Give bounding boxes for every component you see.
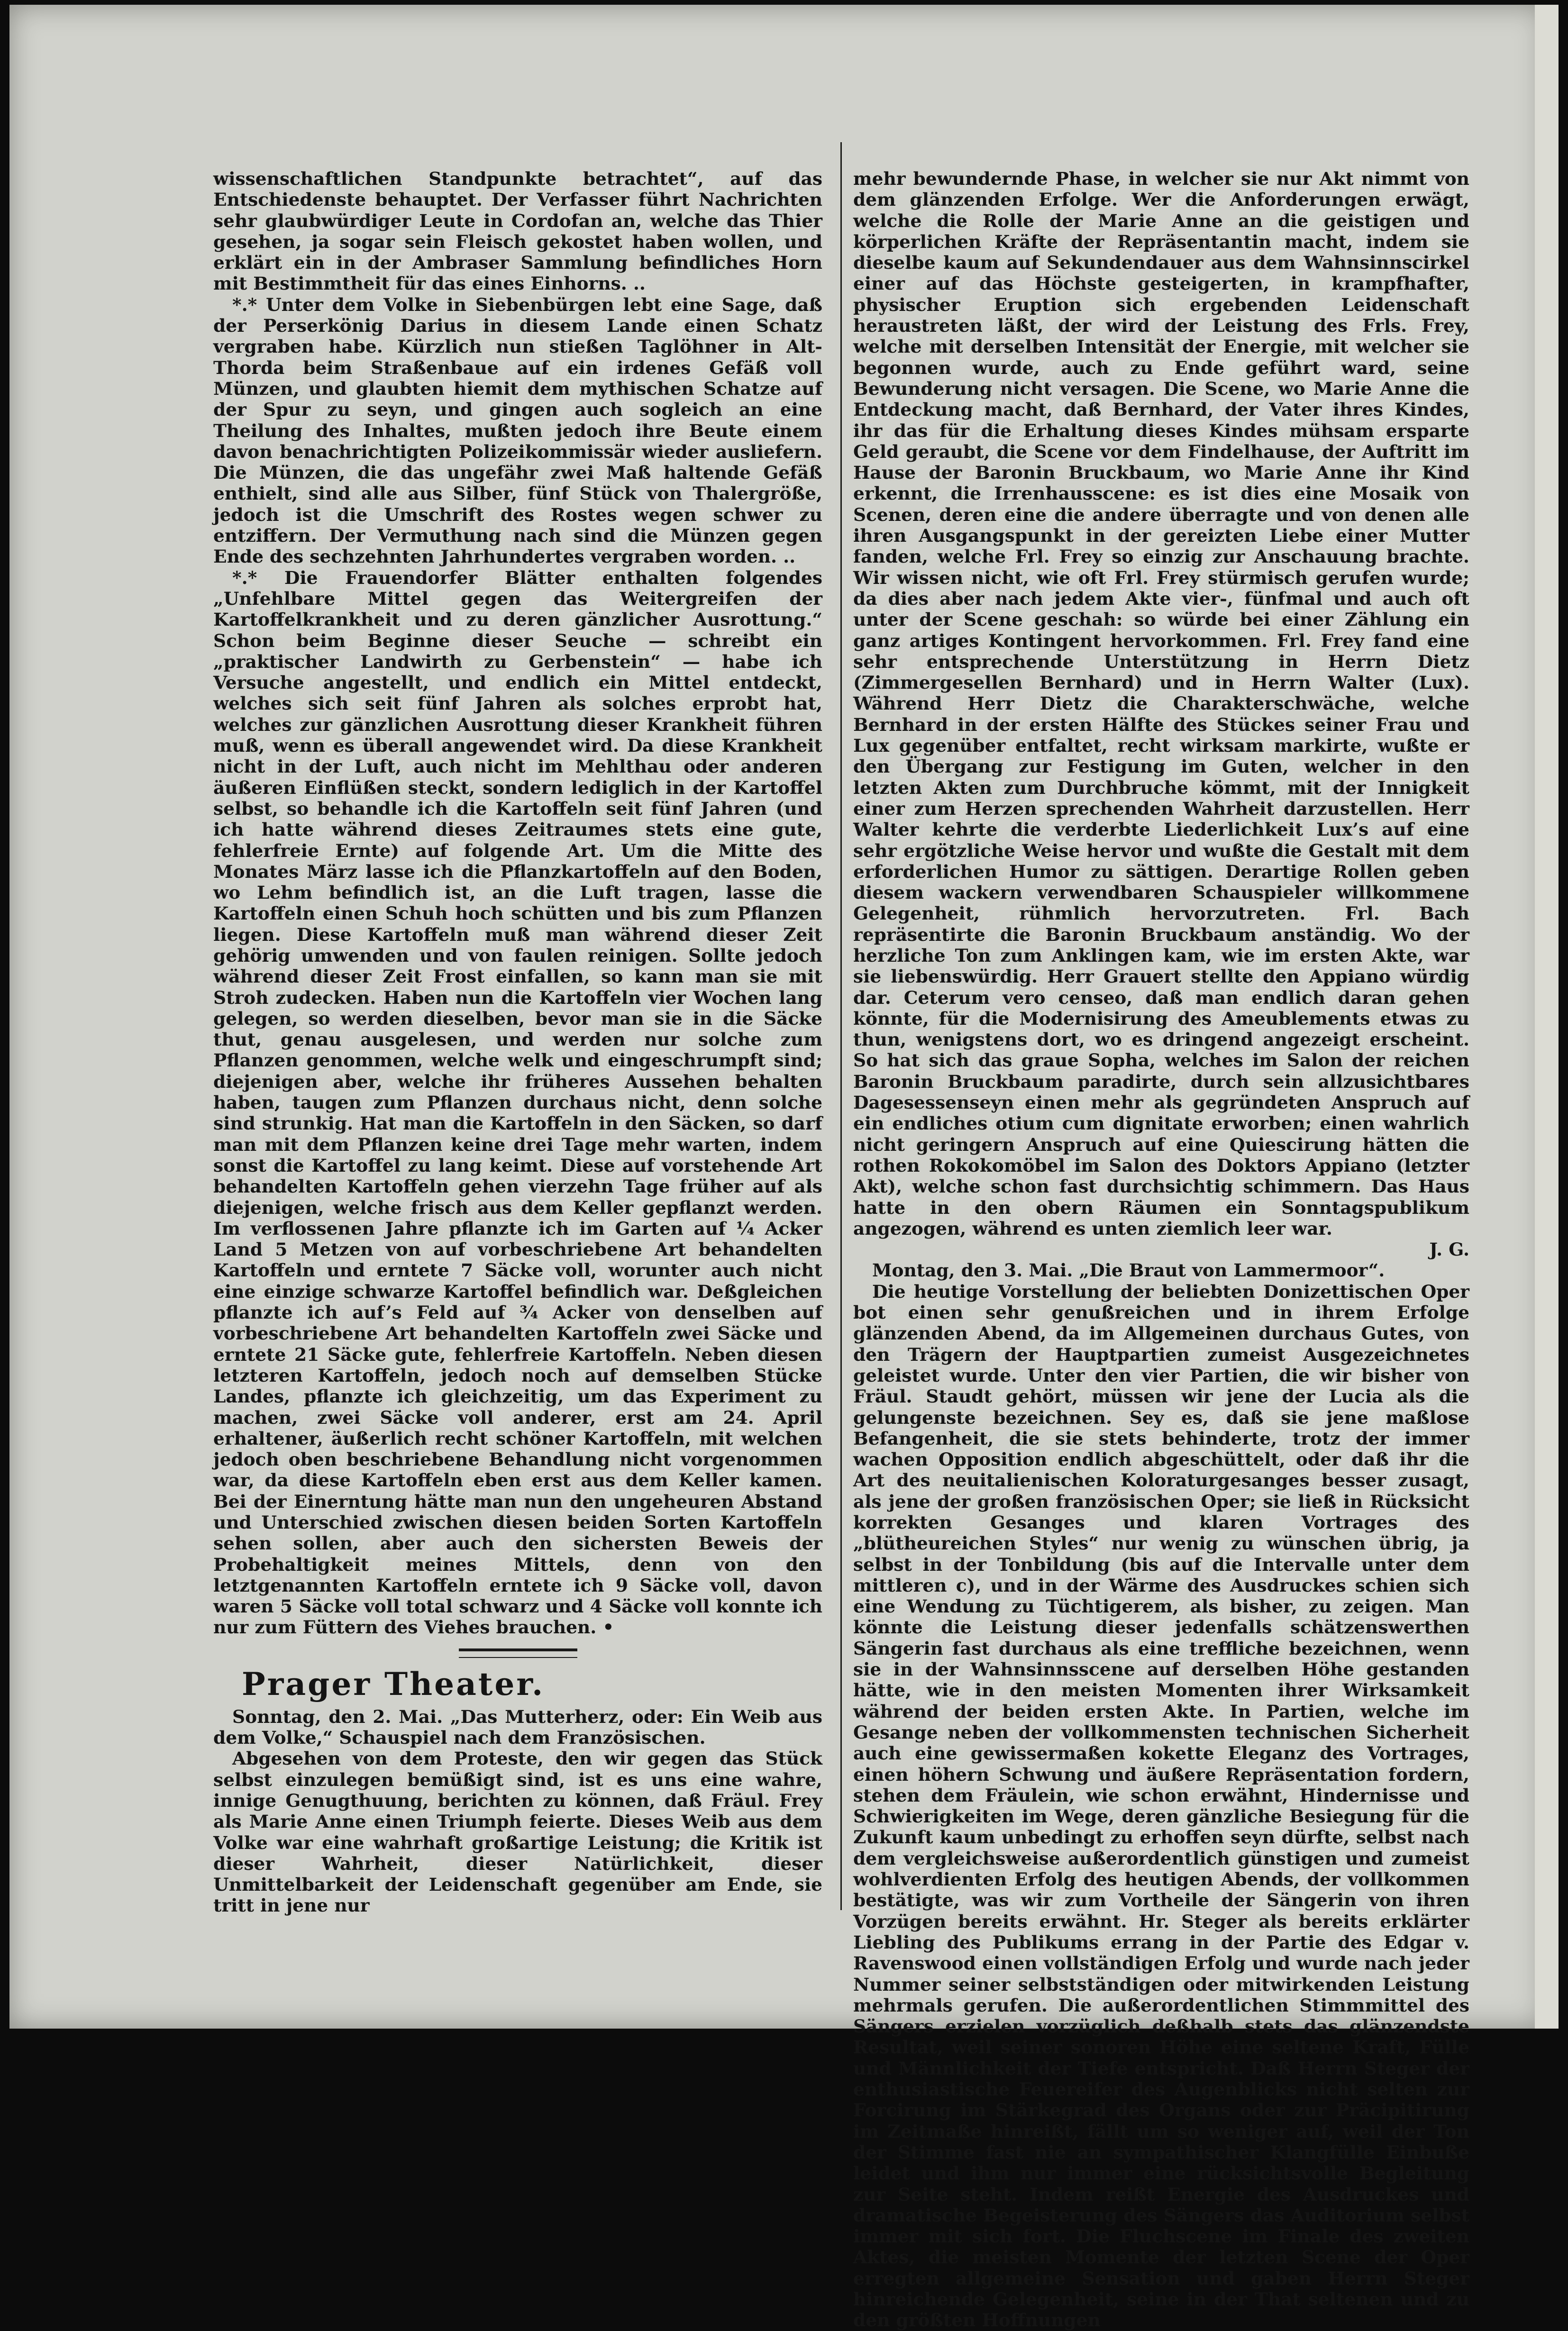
right-column	[853, 168, 1469, 2331]
section-separator	[459, 1648, 577, 1658]
opera-review-body: Die heutige Vorstellung der beliebten Donizettischen Oper bot einen sehr genußreichen und in ihrem Erfolge glänzenden Abend, da im Allgemeinen durchaus Gutes, von den Trägern der Hauptpartien zumeist Ausgezeichnetes geleistet wurde. Unter den vier Partien, die wir bisher von Fräul. Staudt gehört, müssen wir jene der Lucia als die gelungenste bezeichnen. Sey es, daß sie jene maßlose Befangenheit, die sie stets behinderte, trotz der immer wachen Opposition endlich abgeschüttelt, oder daß ihr die Art des neuitalienischen Koloraturgesanges besser zusagt, als jene der großen französischen Oper; sie ließ in Rücksicht korrekten Gesanges und klaren Vortrages des „blütheureichen Styles“ nur wenig zu wünschen übrig, ja selbst in der Tonbildung (bis auf die Intervalle unter dem mittleren c), und in der Wärme des Ausdruckes schien sich eine Wendung zu Tüchtigerem, als bisher, zu zeigen. Man könnte die Leistung dieser jedenfalls schätzenswerthen Sängerin fast durchaus als eine treffliche bezeichnen, wenn sie in der Wahnsinnsscene auf derselben Höhe gestanden hätte, wie in den meisten Momenten ihrer Wirksamkeit während der beiden ersten Akte. In Partien, welche im Gesange neben der vollkommensten technischen Sicherheit auch eine gewissermaßen kokette Eleganz des Vortrages, einen höhern Schwung und äußere Repräsentation fordern, stehen dem Fräulein, wie schon erwähnt, Hindernisse und Schwierigkeiten im Wege, deren gänzliche Besiegung für die Zukunft kaum unbedingt zu erhoffen seyn dürfte, selbst nach dem vergleichsweise außerordentlich günstigen und zumeist wohlverdienten Erfolg des heutigen Abends, der vollkommen bestätigte, was wir zum Vortheile der Sängerin von ihren Vorzügen bereits erwähnt. Hr. Steger als bereits erklärter Liebling des Publikums errang in der Partie des Edgar v. Ravenswood einen vollständigen Erfolg und wurde nach jeder Nummer seiner selbstständigen oder mitwirkenden Leistung mehrmals gerufen. Die außerordentlichen Stimmmittel des Sängers erzielen vorzüglich deßhalb stets das glänzendste Resultat, weil seiner sonoren Höhe eine seltene Kraft, Fülle und Männlichkeit der Tiefe entspricht. Daß Herrn Steger der enthusiastische Feuereifer des Augenblicks nicht selten zur Forcirung im Stärkegrad des Organs oder zur Präcipitirung im Zeitmaße hinreißt, fällt um so weniger auf, weil der Ton der Stimme fast nie an sympathischer Klangfülle Einbuße leidet und ihm nur immer eine rücksichtsvolle Begleitung zur Seite steht. Indem reißt Energie des Ausdruckes und dramatische Begeisterung des Sängers das Auditorium selbst immer mit sich fort. Die Fluchscene im Finale des zweiten Aktes, die meisten Momente der letzten Scene der Oper erregten allgemeine Sensation und gaben Herrn Steger hinreichende Gelegenheit, seine in der That seltenen und zu den größten Hoffnungen	[853, 1281, 1469, 2331]
news-item-potato-disease: *.* Die Frauendorfer Blätter enthalten folgendes „Unfehlbare Mittel gegen das Weitergreifen der Kartoffelkrankheit und zu deren gänzlicher Ausrottung.“ Schon beim Beginne dieser Seuche — schreibt ein „praktischer Landwirth zu Gerbenstein“ — habe ich Versuche angestellt, und endlich ein Mittel entdeckt, welches sich seit fünf Jahren als solches erprobt hat, welches zur gänzlichen Ausrottung dieser Krankheit führen muß, wenn es überall angewendet wird. Da diese Krankheit nicht in der Luft, auch nicht im Mehlthau oder anderen äußeren Einflüßen steckt, sondern lediglich in der Kartoffel selbst, so behandle ich die Kartoffeln seit fünf Jahren (und ich hatte während dieses Zeitraumes stets eine gute, fehlerfreie Ernte) auf folgende Art. Um die Mitte des Monates März lasse ich die Pflanzkartoffeln auf den Boden, wo Lehm befindlich ist, an die Luft tragen, lasse die Kartoffeln einen Schuh hoch schütten und bis zum Pflanzen liegen. Diese Kartoffeln muß man während dieser Zeit gehörig umwenden und von faulen reinigen. Sollte jedoch während dieser Zeit Frost einfallen, so kann man sie mit Stroh zudecken. Haben nun die Kartoffeln vier Wochen lang gelegen, so werden dieselben, bevor man sie in die Säcke thut, genau ausgelesen, und werden nur solche zum Pflanzen genommen, welche welk und eingeschrumpft sind; diejenigen aber, welche ihr früheres Aussehen behalten haben, taugen zum Pflanzen durchaus nicht, denn solche sind strunkig. Hat man die Kartoffeln in den Säcken, so darf man mit dem Pflanzen keine drei Tage mehr warten, indem sonst die Kartoffel zu lang keimt. Diese auf vorstehende Art behandelten Kartoffeln gehen vierzehn Tage früher auf als diejenigen, welche frisch aus dem Keller gepflanzt werden. Im verflossenen Jahre pflanzte ich im Garten auf ¼ Acker Land 5 Metzen von auf vorbeschriebene Art behandelten Kartoffeln und erntete 7 Säcke voll, worunter auch nicht eine einzige schwarze Kartoffel befindlich war. Deßgleichen pflanzte ich auf’s Feld auf ¾ Acker von denselben auf vorbeschriebene Art behandelten Kartoffeln zwei Säcke und erntete 21 Säcke gute, fehlerfreie Kartoffeln. Neben diesen letzteren Kartoffeln, jedoch noch auf demselben Stücke Landes, pflanzte ich gleichzeitig, um das Experiment zu machen, zwei Säcke voll anderer, erst am 24. April erhaltener, äußerlich recht schöner Kartoffeln, mit welchen jedoch oben beschriebene Behandlung nicht vorgenommen war, da diese Kartoffeln eben erst aus dem Keller kamen. Bei der Einerntung hätte man nun den ungeheuren Abstand und Unterschied zwischen diesen beiden Sorten Kartoffeln sehen sollen, aber auch den sichersten Beweis der Probehaltigkeit meines Mittels, denn von den letztgenannten Kartoffeln erntete ich 9 Säcke voll, davon waren 5 Säcke voll total schwarz und 4 Säcke voll konnte ich nur zum Füttern des Viehes brauchen. •	[213, 567, 822, 1638]
article-continuation: wissenschaftlichen Standpunkte betrachtet“, auf das Entschiedenste behauptet. Der Verfasser führt Nachrichten sehr glaubwürdiger Leute in Cordofan an, welche das Thier gesehen, ja sogar sein Fleisch gekostet haben wollen, und erklärt ein in der Ambraser Sammlung befindliches Horn mit Bestimmtheit für das eines Einhorns. ..	[213, 168, 822, 294]
left-column	[213, 168, 822, 1916]
opera-review-heading: Montag, den 3. Mai. „Die Braut von Lammermoor“.	[872, 1260, 1385, 1281]
column-rule	[840, 142, 842, 1910]
section-title: Prager Theater.	[242, 1665, 545, 1703]
signature: J. G.	[1429, 1239, 1469, 1260]
theater-review-body: Abgesehen von dem Proteste, den wir gegen das Stück selbst einzulegen bemüßigt sind, ist es uns eine wahre, innige Genugthuung, berichten zu können, daß Fräul. Frey als Marie Anne einen Triumph feierte. Dieses Weib aus dem Volke war eine wahrhaft großartige Leistung; die Kritik ist dieser Wahrheit, dieser Natürlichkeit, dieser Unmittelbarkeit der Leidenschaft gegenüber am Ende, sie tritt in jene nur	[213, 1748, 822, 1916]
page-edge	[1535, 5, 1559, 2029]
signature-line	[853, 1239, 1469, 1260]
theater-review-continuation: mehr bewundernde Phase, in welcher sie nur Akt nimmt von dem glänzenden Erfolge. Wer die Anforderungen erwägt, welche die Rolle der Marie Anne an die geistigen und körperlichen Kräfte der Repräsentantin macht, indem sie dieselbe kaum auf Sekundendauer aus dem Wahnsinnscirkel einer auf das Höchste gesteigerten, in krampfhafter, physischer Eruption sich ergebenden Leidenschaft heraustreten läßt, der wird der Leistung des Frls. Frey, welche mit derselben Intensität der Energie, mit welcher sie begonnen wurde, auch zu Ende geführt ward, seine Bewunderung nicht versagen. Die Scene, wo Marie Anne die Entdeckung macht, daß Bernhard, der Vater ihres Kindes, ihr das für die Erhaltung dieses Kindes mühsam ersparte Geld geraubt, die Scene vor dem Findelhause, der Auftritt im Hause der Baronin Bruckbaum, wo Marie Anne ihr Kind erkennt, die Irrenhausscene: es ist dies eine Mosaik von Scenen, deren eine die andere überragte und von denen alle ihren Ausgangspunkt in der gereizten Liebe einer Mutter fanden, welche Frl. Frey so einzig zur Anschauung brachte. Wir wissen nicht, wie oft Frl. Frey stürmisch gerufen wurde; da dies aber nach jedem Akte vier-, fünfmal und auch oft unter der Scene geschah: so würde bei einer Zählung ein ganz artiges Kontingent hervorkommen. Frl. Frey fand eine sehr entsprechende Unterstützung in Herrn Dietz (Zimmergesellen Bernhard) und in Herrn Walter (Lux). Während Herr Dietz die Charakterschwäche, welche Bernhard in der ersten Hälfte des Stückes seiner Frau und Lux gegenüber entfaltet, recht wirksam markirte, wußte er den Übergang zur Festigung im Guten, welcher in den letzten Akten zum Durchbruche kömmt, mit der Innigkeit einer zum Herzen sprechenden Wahrheit darzustellen. Herr Walter kehrte die verderbte Liederlichkeit Lux’s auf eine sehr ergötzliche Weise hervor und wußte die Gestalt mit dem erforderlichen Humor zu sättigen. Derartige Rollen geben diesem wackern verwendbaren Schauspieler willkommene Gelegenheit, rühmlich hervorzutreten. Frl. Bach repräsentirte die Baronin Bruckbaum anständig. Wo der herzliche Ton zum Anklingen kam, wie im ersten Akte, war sie liebenswürdig. Herr Grauert stellte den Appiano würdig dar. Ceterum vero censeo, daß man endlich daran gehen könnte, für die Modernisirung des Ameublements etwas zu thun, wenigstens dort, wo es dringend angezeigt erscheint. So hat sich das graue Sopha, welches im Salon der reichen Baronin Bruckbaum paradirte, durch sein allzusichtbares Dagesessenseyn einen mehr als gegründeten Anspruch auf ein endliches otium cum dignitate erworben; einen wahrlich nicht geringern Anspruch auf eine Quiescirung hätten die rothen Rokokomöbel im Salon des Doktors Appiano (letzter Akt), welche schon fast durchsichtig schimmern. Das Haus hatte in den obern Räumen ein Sonntagspublikum angezogen, während es unten ziemlich leer war.	[853, 168, 1469, 1239]
theater-review-heading: Sonntag, den 2. Mai. „Das Mutterherz, oder: Ein Weib aus dem Volke,“ Schauspiel nach dem Französischen.	[213, 1706, 822, 1748]
news-item-darius-treasure: *.* Unter dem Volke in Siebenbürgen lebt eine Sage, daß der Perserkönig Darius in diesem Lande einen Schatz vergraben habe. Kürzlich nun stießen Taglöhner in Alt-Thorda beim Straßenbaue auf ein irdenes Gefäß voll Münzen, und glaubten hiemit dem mythischen Schatze auf der Spur zu seyn, und gingen auch sogleich an eine Theilung des Inhaltes, mußten jedoch ihre Beute einem davon benachrichtigten Polizeikommissär wieder ausliefern. Die Münzen, die das ungefähr zwei Maß haltende Gefäß enthielt, sind alle aus Silber, fünf Stück von Thalergröße, jedoch ist die Umschrift des Rostes wegen schwer zu entziffern. Der Vermuthung nach sind die Münzen gegen Ende des sechzehnten Jahrhundertes vergraben worden. ..	[213, 294, 822, 567]
